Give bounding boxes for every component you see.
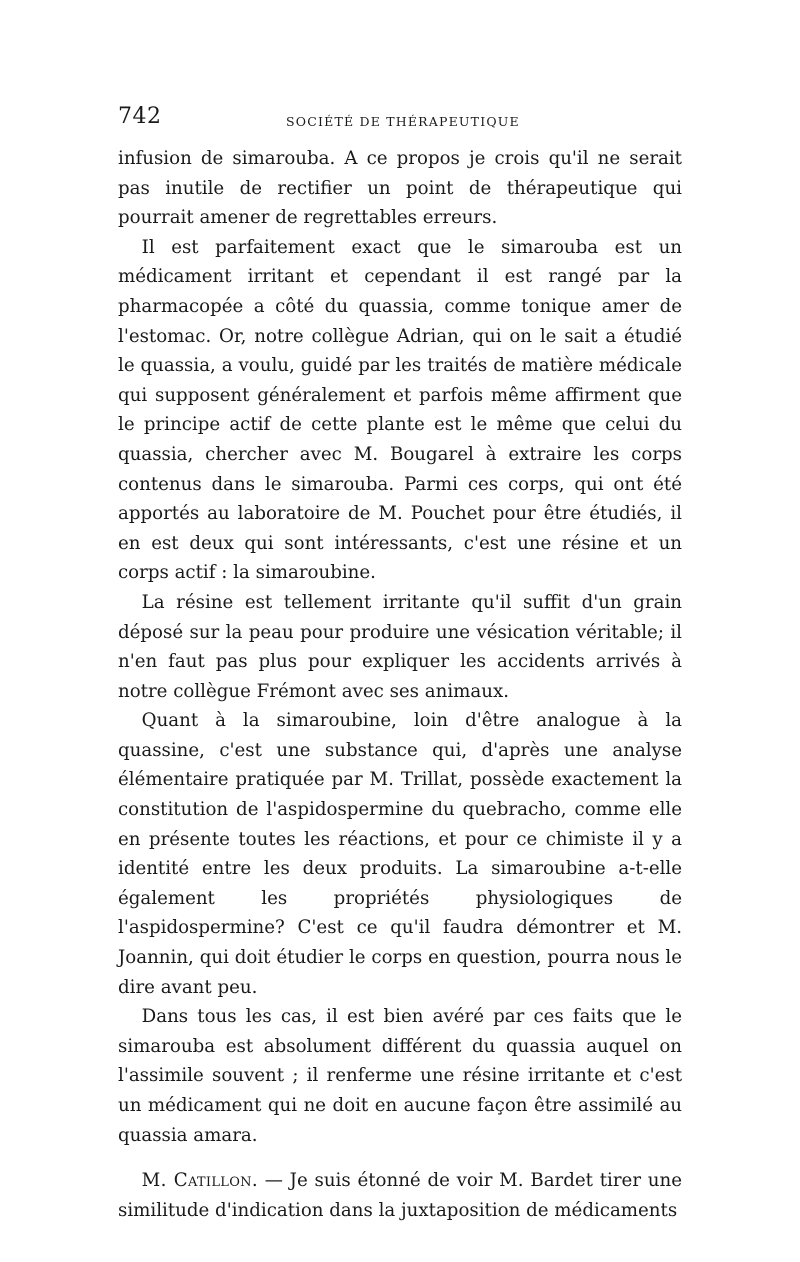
speaker-name: M. Catillon.	[141, 1170, 258, 1192]
book-page	[118, 104, 682, 1225]
paragraph: La résine est tellement irritante qu'il suffit d'un grain déposé sur la peau pour produire une vésication véritable; il n'en faut pas plus pour expliquer les accidents arrivés à notre collègue Frémont avec ses animaux.	[118, 591, 682, 702]
page-header	[118, 104, 682, 144]
speaker-paragraph	[118, 1166, 682, 1225]
body-text	[118, 144, 682, 1225]
paragraph: Il est parfaitement exact que le simarouba est un médicament irritant et cependant il est rangé par la pharmacopée a côté du quassia, comme tonique amer de l'estomac. Or, notre collègue Adrian, qui on le sait a étudié le quassia, a voulu, guidé par les traités de matière médicale qui supposent généralement et parfois même affirment que le principe actif de cette plante est le même que celui du quassia, chercher avec M. Bougarel à extraire les corps contenus dans le simarouba. Parmi ces corps, qui ont été apportés au laboratoire de M. Pouchet pour être étudiés, il en est deux qui sont intéressants, c'est une résine et un corps actif : la simaroubine.	[118, 236, 682, 584]
page-number: 742	[118, 104, 162, 129]
paragraph: Quant à la simaroubine, loin d'être analogue à la quassine, c'est une substance qui, d'après une analyse élémentaire pratiquée par M. Trillat, possède exactement la constitution de l'aspidospermine du quebracho, comme elle en présente toutes les réactions, et pour ce chimiste il y a identité entre les deux produits. La simaroubine a-t-elle également les propriétés physiologiques de l'aspidospermine? C'est ce qu'il faudra démontrer et M. Joannin, qui doit étudier le corps en question, pourra nous le dire avant peu.	[118, 710, 682, 998]
running-title: SOCIÉTÉ DE THÉRAPEUTIQUE	[286, 114, 520, 129]
paragraph: Dans tous les cas, il est bien avéré par ces faits que le simarouba est absolument différent du quassia auquel on l'assimile souvent ; il renferme une résine irritante et c'est un médicament qui ne doit en aucune façon être assimilé au quassia amara.	[118, 1006, 682, 1146]
speaker-text: — Je suis étonné de voir M. Bardet tirer une similitude d'indication dans la juxtaposition de médicaments	[118, 1170, 682, 1221]
paragraph: infusion de simarouba. A ce propos je crois qu'il ne serait pas inutile de rectifier un point de thérapeutique qui pourrait amener de regrettables erreurs.	[118, 148, 682, 229]
